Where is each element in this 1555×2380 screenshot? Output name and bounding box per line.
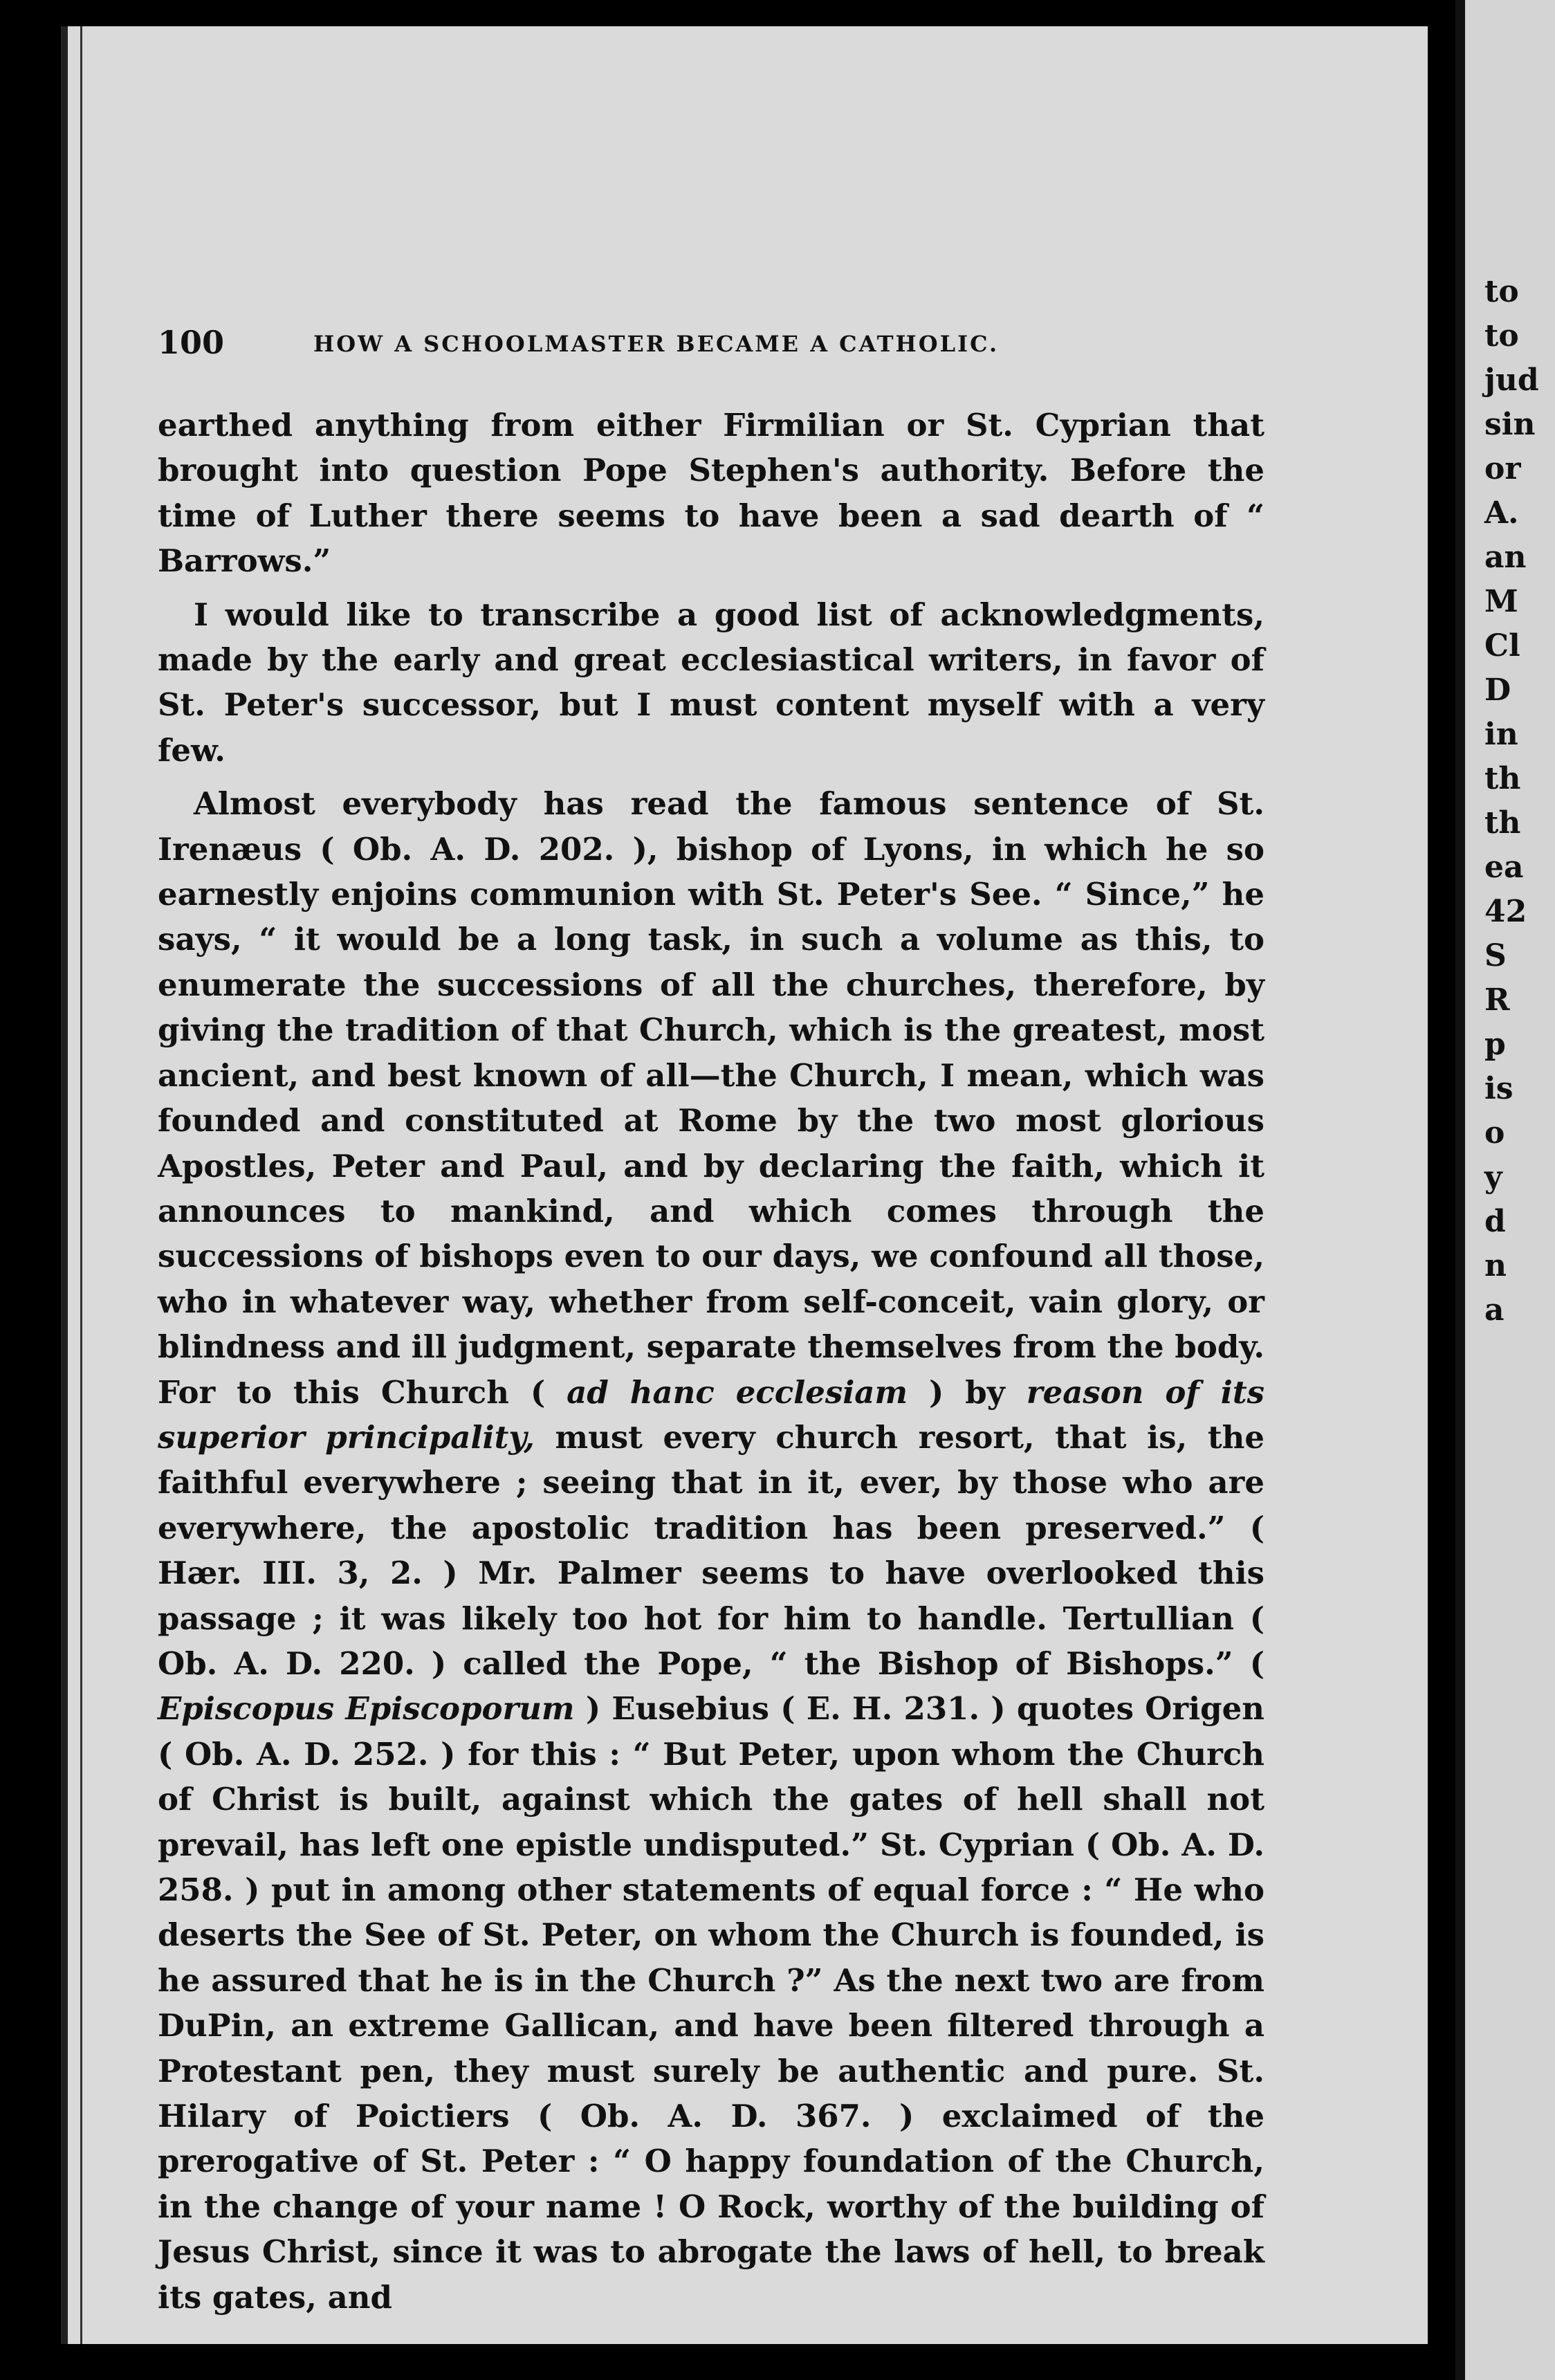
paragraph-3-text-a: Almost everybody has read the famous sentence of St. Irenæus ( Ob. A. D. 202. ), bishop of Lyons, in which he so earnestly enjoins communion with St. Peter's See. “ Since,” he says, “ it would be a long task, in such a volume as this, to enumerate the successions of all the churches, therefore, by giving the tradition of that Church, which is the greatest, most ancient, and best known of all—the Church, I mean, which was founded and constituted at Rome by the two most glorious Apostles, Peter and Paul, and by declaring the faith, which it announces to mankind, and which comes through the successions of bishops even to our days, we confound all those, who in whatever way, whether from self-conceit, vain glory, or blindness and ill judgment, separate themselves from the body. For to this Church ( — [158, 785, 1264, 1411]
page-number: 100 — [158, 324, 225, 361]
facing-page-line-fragment: A. — [1484, 495, 1519, 531]
facing-page-line-fragment: to — [1484, 274, 1519, 309]
page-gutter-rule — [80, 26, 82, 2344]
facing-page-line-fragment: th — [1484, 805, 1521, 841]
paragraph-3 — [158, 781, 1264, 2320]
facing-page-line-fragment: p — [1484, 1027, 1506, 1062]
facing-page-line-fragment: S — [1484, 938, 1507, 973]
facing-page-line-fragment: y — [1484, 1160, 1502, 1195]
paragraph-3-text-g: ) Eusebius ( E. H. 231. ) quotes Origen ( Ob. A. D. 252. ) for this : “ But Peter, upon whom the Church of Christ is built, against which the gates of hell shall not prevail, has left one epistle undisputed.” St. Cyprian ( Ob. A. D. 258. ) put in among other statements of equal force : “ He who deserts the See of St. Peter, on whom the Church is founded, is he assured that he is in the Church ?” As the next two are from DuPin, an extreme Gallican, and have been filtered through a Protestant pen, they must surely be authentic and pure. St. Hilary of Poictiers ( Ob. A. D. 367. ) exclaimed of the prerogative of St. Peter : “ O happy foundation of the Church, in the change of your name ! O Rock, worthy of the building of Jesus Christ, since it was to abrogate the laws of hell, to break its gates, and — [158, 1690, 1264, 2316]
paragraph-1: earthed anything from either Firmilian or St. Cyprian that brought into question Pope Stephen's authority. Before the time of Luther there seems to have been a sad dearth of “ Barrows.” — [158, 407, 1264, 580]
facing-page-fragment — [1455, 0, 1555, 2380]
facing-page-line-fragment: Cl — [1484, 628, 1520, 663]
facing-page-line-fragment: a — [1484, 1292, 1505, 1328]
facing-page-line-fragment: D — [1484, 672, 1511, 708]
paragraph-3-text-c: ) by — [929, 1373, 1005, 1411]
facing-page-line-fragment: M — [1484, 584, 1518, 619]
facing-page-line-fragment: in — [1484, 717, 1518, 752]
italic-phrase-superior-principality: reason of its superior principality, — [158, 1373, 1264, 1456]
facing-page-line-fragment: th — [1484, 761, 1521, 796]
facing-page-line-fragment: d — [1484, 1204, 1506, 1239]
running-title: HOW A SCHOOLMASTER BECAME A CATHOLIC. — [313, 331, 1000, 357]
facing-page-line-fragment: R — [1484, 982, 1510, 1018]
facing-page-line-fragment: or — [1484, 451, 1521, 486]
facing-page-line-fragment: jud — [1484, 363, 1539, 398]
facing-page-line-fragment: 42 — [1484, 894, 1527, 929]
facing-page-line-fragment: an — [1484, 540, 1527, 575]
facing-page-line-fragment: ea — [1484, 850, 1524, 885]
facing-page-line-fragment: n — [1484, 1248, 1507, 1283]
facing-page-line-fragment: sin — [1484, 407, 1536, 442]
facing-page-line-fragment: to — [1484, 318, 1519, 354]
page-body — [158, 403, 1264, 2328]
latin-phrase-episcopus-episcoporum: Episcopus Episcoporum — [158, 1690, 575, 1728]
paragraph-2: I would like to transcribe a good list of acknowledgments, made by the early and great ecclesiastical writers, in favor of St. Peter's successor, but I must content myself with a very few. — [158, 596, 1264, 769]
paragraph-3-text-e: must every church resort, that is, the faithful everywhere ; seeing that in it, ever, by those who are everywhere, the apostolic tradition has been preserved.” ( Hær. III. 3, 2. ) Mr. Palmer seems to have overlooked this passage ; it was likely too hot for him to handle. Tertullian ( Ob. A. D. 220. ) called the Pope, “ the Bishop of Bishops.” ( — [158, 1418, 1264, 1682]
latin-phrase-ad-hanc-ecclesiam: ad hanc ecclesiam — [567, 1373, 908, 1411]
facing-page-line-fragment: o — [1484, 1115, 1505, 1151]
facing-page-line-fragment: is — [1484, 1071, 1513, 1106]
